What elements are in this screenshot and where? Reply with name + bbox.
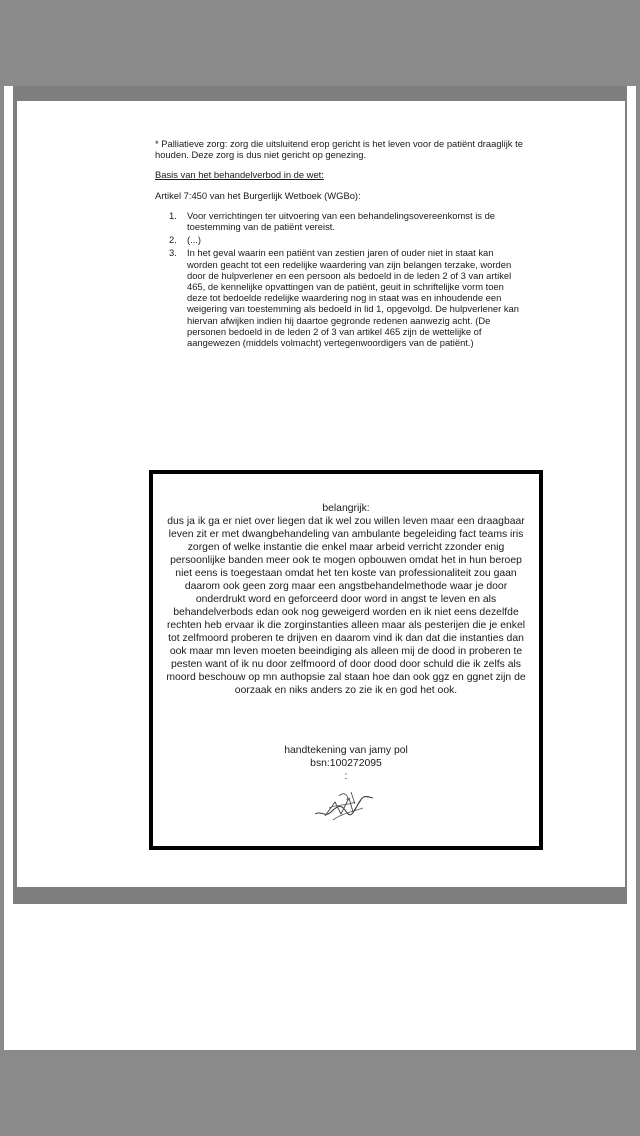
bottom-bar-area	[0, 1050, 640, 1136]
statement-box	[149, 470, 543, 850]
statement	[163, 502, 529, 697]
list-item-text: In het geval waarin een patiënt van zestien jaren of ouder niet in staat kan worden geacht tot een redelijke waardering van zijn belangen terzake, worden door de hulpverlener en een persoon als bedoeld in de leden 2 of 3 van artikel 465, de kennelijke opvattingen van de patiënt, geuit in schriftelijke vorm toen deze tot bedoelde redelijke waardering nog in staat was en inhoudende een weigering van toestemming als bedoeld in lid 1, opgevolgd. De hulpverlener kan hiervan afwijken indien hij daartoe gegronde redenen aanwezig acht. (De personen bedoeld in de leden 2 of 3 van artikel 465 zijn de wettelijke of aangewezen (middels volmacht) vertegenwoordigers van de patiënt.)	[187, 247, 519, 349]
list-item	[155, 210, 525, 232]
list-item-number: 3.	[169, 247, 177, 259]
signature-block	[153, 744, 539, 783]
article-list	[155, 210, 525, 348]
list-item-number: 2.	[169, 234, 177, 246]
list-item-number: 1.	[169, 209, 177, 221]
top-bar-area	[0, 0, 640, 86]
list-item-text: Voor verrichtingen ter uitvoering van een behandelingsovereenkomst is de toestemming van de patiënt vereist.	[187, 209, 496, 233]
list-item	[155, 234, 525, 245]
list-item-text: (...)	[187, 234, 202, 246]
legal-basis-heading: Basis van het behandelverbod in de wet:	[155, 169, 324, 181]
article-title: Artikel 7:450 van het Burgerlijk Wetboek (WGBo):	[155, 189, 361, 201]
handwritten-signature	[311, 784, 377, 824]
signature-colon: :	[344, 771, 348, 782]
statement-heading: belangrijk:	[322, 503, 370, 514]
bsn-number: bsn:100272095	[310, 758, 382, 769]
list-item	[155, 247, 525, 348]
document-text	[155, 138, 525, 350]
statement-body: dus ja ik ga er niet over liegen dat ik wel zou willen leven maar een draagbaar leven zit er met dwangbehandeling van ambulante begeleiding fact teams iris zorgen of welke instantie die enkel maar arbeid verricht zzonder enig persoonlijke banden meer ook te mogen opbouwen omdat het in hun beroep niet eens is toegestaan omdat het ten koste van professionaliteit zou gaan daarom ook geen zorg maar een angstbehandelmethode waar je door onderdrukt word en geforceerd door word in angst te leven en als behandelverbods edan ook nog geweigerd worden en ik niet eens dezelfde rechten heb ervaar ik die zorginstanties alleen maar als pesterijen die je enkel tot zelfmoord proberen te drijven en daarom vind ik dan dat die instanties dan ook maar mn leven moeten beeindiging als alleen mij de dood in proberen te pesten want of ik nu door zelfmoord of door dood door schuld die ik zelfs als moord beschouw op mn authopsie zal staan hoe dan ook ggz en ggnet zijn de oorzaak en niks anders zo zie ik en god het ook.	[166, 516, 526, 696]
signature-caption: handtekening van jamy pol	[284, 745, 408, 756]
palliative-note: * Palliatieve zorg: zorg die uitsluitend erop gericht is het leven voor de patiënt draaglijk te houden. Deze zorg is dus niet gericht op genezing.	[155, 138, 523, 161]
